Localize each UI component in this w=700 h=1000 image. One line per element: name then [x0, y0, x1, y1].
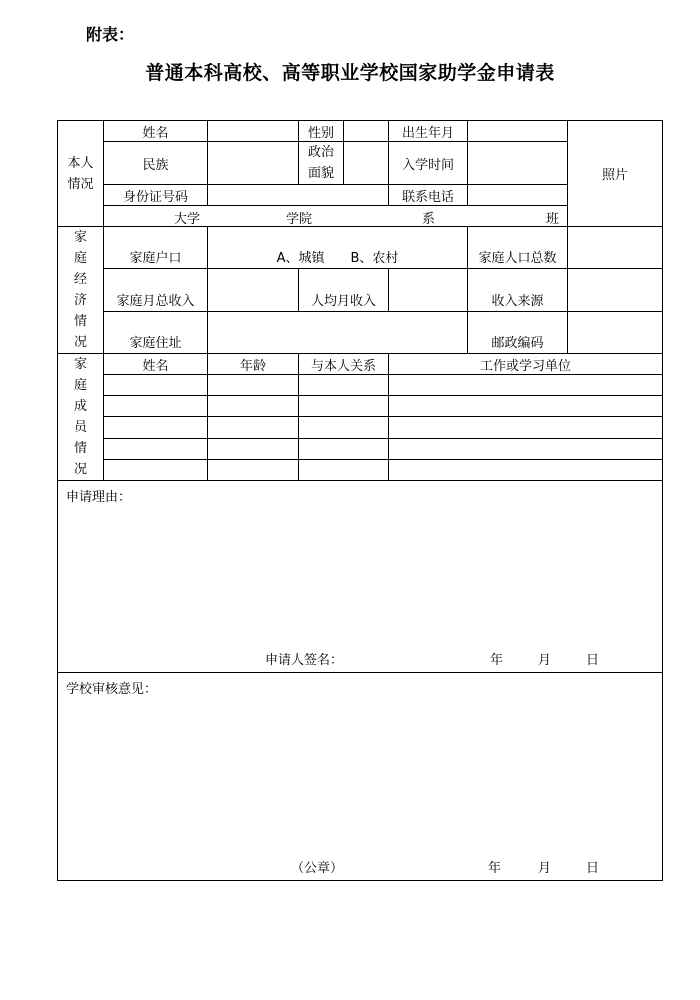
table-row: [58, 375, 663, 396]
member-work-cell[interactable]: [389, 375, 663, 396]
member-age-cell[interactable]: [208, 438, 299, 459]
review-label: 学校审核意见：: [66, 682, 158, 697]
member-name-cell[interactable]: [104, 417, 208, 438]
income-source-field[interactable]: [568, 269, 663, 311]
member-age-header: 年龄: [208, 354, 299, 375]
hukou-options[interactable]: A、城镇 B、农村: [208, 227, 468, 269]
photo-box: 照片: [568, 121, 663, 227]
member-name-header: 姓名: [104, 354, 208, 375]
member-name-cell[interactable]: [104, 396, 208, 417]
reason-year-label: 年: [490, 653, 504, 668]
review-box[interactable]: [58, 673, 663, 881]
members-section-label: 家 庭 成 员 情 况: [58, 354, 104, 481]
id-number-field[interactable]: [208, 185, 389, 206]
member-relation-header: 与本人关系: [299, 354, 389, 375]
reason-day-label: 日: [586, 653, 600, 668]
member-work-cell[interactable]: [389, 438, 663, 459]
enroll-date-field[interactable]: [468, 142, 568, 185]
monthly-income-label: 家庭月总收入: [104, 269, 208, 311]
member-relation-cell[interactable]: [299, 396, 389, 417]
class-label: 班: [546, 212, 560, 227]
postcode-field[interactable]: [568, 311, 663, 353]
id-number-label: 身份证号码: [104, 185, 208, 206]
member-name-cell[interactable]: [104, 438, 208, 459]
table-row: [58, 438, 663, 459]
postcode-label: 邮政编码: [468, 311, 568, 353]
reason-box[interactable]: [58, 481, 663, 673]
enroll-date-label: 入学时间: [389, 142, 468, 185]
reason-month-label: 月: [538, 653, 552, 668]
personal-section-label: 本人 情况: [58, 121, 104, 227]
member-work-cell[interactable]: [389, 417, 663, 438]
review-month-label: 月: [538, 861, 552, 876]
applicant-signature-label: 申请人签名：: [265, 653, 344, 668]
ethnicity-label: 民族: [104, 142, 208, 185]
household-size-field[interactable]: [568, 227, 663, 269]
gender-field[interactable]: [344, 121, 389, 142]
per-capita-income-label: 人均月收入: [299, 269, 389, 311]
review-day-label: 日: [586, 861, 600, 876]
reason-label: 申请理由：: [66, 490, 132, 505]
member-work-header: 工作或学习单位: [389, 354, 663, 375]
household-size-label: 家庭人口总数: [468, 227, 568, 269]
member-relation-cell[interactable]: [299, 417, 389, 438]
form-title: 普通本科高校、高等职业学校国家助学金申请表: [145, 62, 555, 84]
economy-section-label: 家 庭 经 济 情 况: [58, 227, 104, 354]
seal-label: （公章）: [291, 861, 344, 876]
member-relation-cell[interactable]: [299, 459, 389, 480]
member-age-cell[interactable]: [208, 417, 299, 438]
application-form-table: [57, 120, 663, 881]
gender-label: 性别: [299, 121, 344, 142]
department-label: 系: [422, 212, 436, 227]
member-relation-cell[interactable]: [299, 438, 389, 459]
phone-label: 联系电话: [389, 185, 468, 206]
member-age-cell[interactable]: [208, 396, 299, 417]
birth-field[interactable]: [468, 121, 568, 142]
address-field[interactable]: [208, 311, 468, 353]
college-label: 学院: [286, 212, 313, 227]
political-status-field[interactable]: [344, 142, 389, 185]
member-relation-cell[interactable]: [299, 375, 389, 396]
member-work-cell[interactable]: [389, 459, 663, 480]
member-name-cell[interactable]: [104, 459, 208, 480]
member-age-cell[interactable]: [208, 375, 299, 396]
member-name-cell[interactable]: [104, 375, 208, 396]
university-label: 大学: [174, 212, 201, 227]
school-class-line[interactable]: [104, 206, 568, 227]
hukou-label: 家庭户口: [104, 227, 208, 269]
member-age-cell[interactable]: [208, 459, 299, 480]
table-row: [58, 417, 663, 438]
ethnicity-field[interactable]: [208, 142, 299, 185]
table-row: [58, 459, 663, 480]
monthly-income-field[interactable]: [208, 269, 299, 311]
income-source-label: 收入来源: [468, 269, 568, 311]
address-label: 家庭住址: [104, 311, 208, 353]
member-work-cell[interactable]: [389, 396, 663, 417]
birth-label: 出生年月: [389, 121, 468, 142]
attachment-label: 附表：: [86, 25, 135, 44]
table-row: [58, 396, 663, 417]
name-field[interactable]: [208, 121, 299, 142]
political-status-label: 政治 面貌: [299, 142, 344, 185]
phone-field[interactable]: [468, 185, 568, 206]
name-label: 姓名: [104, 121, 208, 142]
per-capita-income-field[interactable]: [389, 269, 468, 311]
review-year-label: 年: [488, 861, 502, 876]
